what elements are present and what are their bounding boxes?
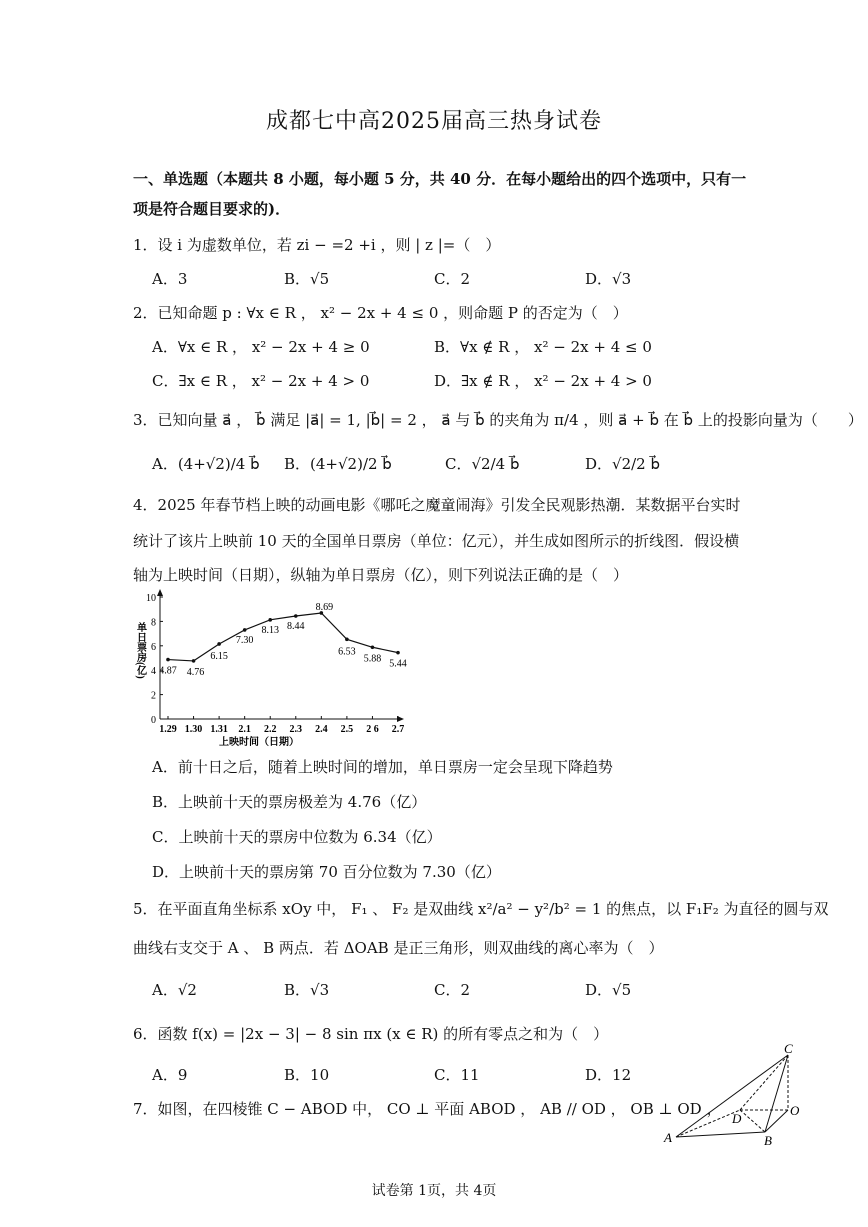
x-tick-label: 2.2 <box>263 724 277 735</box>
question-6-stem: 6．函数 f(x) = |2x − 3| − 8 sin πx (x ∈ R) 的所有零点之和为（ ） <box>133 1025 609 1043</box>
x-tick-label: 1.29 <box>159 724 177 735</box>
data-label: 5.44 <box>389 658 407 670</box>
question-1-stem: 1．设 i 为虚数单位，若 zi − =2 +i ，则 | z |=（ ） <box>133 236 501 254</box>
page-title: 成都七中高2025届高三热身试卷 <box>266 109 602 134</box>
section-heading-line2: 项是符合题目要求的)． <box>133 200 291 218</box>
data-label: 6.15 <box>210 650 228 662</box>
q1-option-d: D．√3 <box>585 270 632 288</box>
q2-option-d: D．∃x ∉ R ， x² − 2x + 4 > 0 <box>434 372 652 390</box>
q6-option-d: D．12 <box>585 1066 632 1084</box>
x-tick-label: 2.5 <box>340 724 354 735</box>
question-4-line2: 统计了该片上映前 10 天的全国单日票房（单位：亿元），并生成如图所示的折线图．假设横 <box>133 532 740 550</box>
data-point <box>345 638 349 642</box>
question-4-line3: 轴为上映时间（日期），纵轴为单日票房（亿），则下列说法正确的是（ ） <box>133 566 629 584</box>
q4-option-b: B．上映前十天的票房极差为 4.76（亿） <box>152 793 427 811</box>
q6-option-b: B．10 <box>284 1066 330 1084</box>
q5-option-a: A．√2 <box>152 981 197 999</box>
data-point <box>166 658 170 662</box>
question-2-stem: 2．已知命题 p : ∀x ∈ R ， x² − 2x + 4 ≤ 0 ，则命题 P 的否定为（ ） <box>133 304 628 322</box>
vertex-label-a: A <box>664 1130 672 1145</box>
data-label: 8.13 <box>261 624 279 636</box>
vertex-label-c: C <box>784 1042 793 1056</box>
y-tick-label: 4 <box>151 666 156 678</box>
y-axis-label: 单日票房(亿) <box>134 622 146 679</box>
q5-option-b: B．√3 <box>284 981 330 999</box>
q2-option-c: C．∃x ∈ R ， x² − 2x + 4 > 0 <box>152 372 370 390</box>
x-tick-label: 2 6 <box>366 724 379 735</box>
x-tick-label: 2.1 <box>238 724 251 735</box>
y-tick-label: 6 <box>151 641 156 653</box>
q3-option-b: B．(4+√2)/2 b⃗ <box>284 455 392 473</box>
question-3-stem: 3．已知向量 a⃗ ， b⃗ 满足 |a⃗| = 1, |b⃗| = 2 ， a⃗ 与 b⃗ 的夹角为 π/4 ，则 a⃗ + b⃗ 在 b⃗ 上的投影向量为（ ） <box>133 411 863 429</box>
q3-option-c: C．√2/4 b⃗ <box>445 455 520 473</box>
data-label: 4.76 <box>186 666 205 678</box>
y-tick-label: 8 <box>151 617 156 629</box>
data-point <box>217 642 221 646</box>
vertex-label-b: B <box>764 1133 772 1148</box>
q2-option-b: B．∀x ∉ R ， x² − 2x + 4 ≤ 0 <box>434 338 652 356</box>
data-label: 8.69 <box>315 601 334 613</box>
y-tick-label: 10 <box>146 593 156 604</box>
x-tick-label: 2.7 <box>391 724 405 735</box>
question-5-line2: 曲线右支交于 A 、 B 两点．若 ΔOAB 是正三角形，则双曲线的离心率为（ ） <box>133 939 664 957</box>
q6-option-c: C．11 <box>434 1066 480 1084</box>
question-5-line1: 5．在平面直角坐标系 xOy 中， F₁ 、 F₂ 是双曲线 x²/a² − y²/b² = 1 的焦点，以 F₁F₂ 为直径的圆与双 <box>133 900 829 918</box>
q4-option-a: A．前十日之后，随着上映时间的增加，单日票房一定会呈现下降趋势 <box>152 758 613 776</box>
vertex-label-d: D <box>732 1111 742 1126</box>
q1-option-c: C．2 <box>434 270 471 288</box>
data-label: 4.87 <box>159 665 177 677</box>
q4-option-c: C．上映前十天的票房中位数为 6.34（亿） <box>152 828 442 846</box>
data-point <box>294 614 298 618</box>
box-office-line-chart <box>128 588 413 748</box>
q5-option-c: C．2 <box>434 981 471 999</box>
y-axis-arrow <box>157 589 163 596</box>
data-label: 6.53 <box>338 646 356 658</box>
data-point <box>268 618 272 622</box>
q2-option-a: A．∀x ∈ R ， x² − 2x + 4 ≥ 0 <box>152 338 370 356</box>
data-point <box>192 659 196 663</box>
x-tick-label: 2.3 <box>289 724 303 735</box>
question-7-stem: 7．如图，在四棱锥 C − ABOD 中， CO ⊥ 平面 ABOD ， AB // OD ， OB ⊥ OD ， <box>133 1100 722 1118</box>
x-tick-label: 1.31 <box>210 724 228 735</box>
page-footer: 试卷第 1页，共 4页 <box>371 1183 497 1199</box>
data-point <box>243 628 247 632</box>
y-tick-label: 2 <box>151 690 156 702</box>
q1-option-a: A．3 <box>152 270 188 288</box>
q3-option-d: D．√2/2 b⃗ <box>585 455 661 473</box>
q5-option-d: D．√5 <box>585 981 632 999</box>
question-4-line1: 4．2025 年春节档上映的动画电影《哪吒之魔童闹海》引发全民观影热潮．某数据平台实时 <box>133 496 741 514</box>
vertex-label-o: O <box>790 1103 800 1118</box>
q6-option-a: A．9 <box>152 1066 188 1084</box>
x-tick-label: 1.30 <box>184 724 203 735</box>
data-point <box>371 645 375 649</box>
q4-option-d: D．上映前十天的票房第 70 百分位数为 7.30（亿） <box>152 863 501 881</box>
x-tick-label: 2.4 <box>315 724 328 735</box>
pyramid-figure <box>660 1042 800 1150</box>
data-label: 5.88 <box>363 653 382 665</box>
data-label: 7.30 <box>235 634 254 646</box>
q1-option-b: B．√5 <box>284 270 330 288</box>
q3-option-a: A．(4+√2)/4 b⃗ <box>152 455 260 473</box>
y-tick-label: 0 <box>151 715 156 726</box>
x-axis-label: 上映时间（日期） <box>219 737 299 748</box>
section-heading-line1: 一、单选题（本题共 8 小题，每小题 5 分，共 40 分．在每小题给出的四个选项中，只有一 <box>133 170 747 188</box>
data-label: 8.44 <box>287 621 305 633</box>
data-point <box>396 651 400 655</box>
